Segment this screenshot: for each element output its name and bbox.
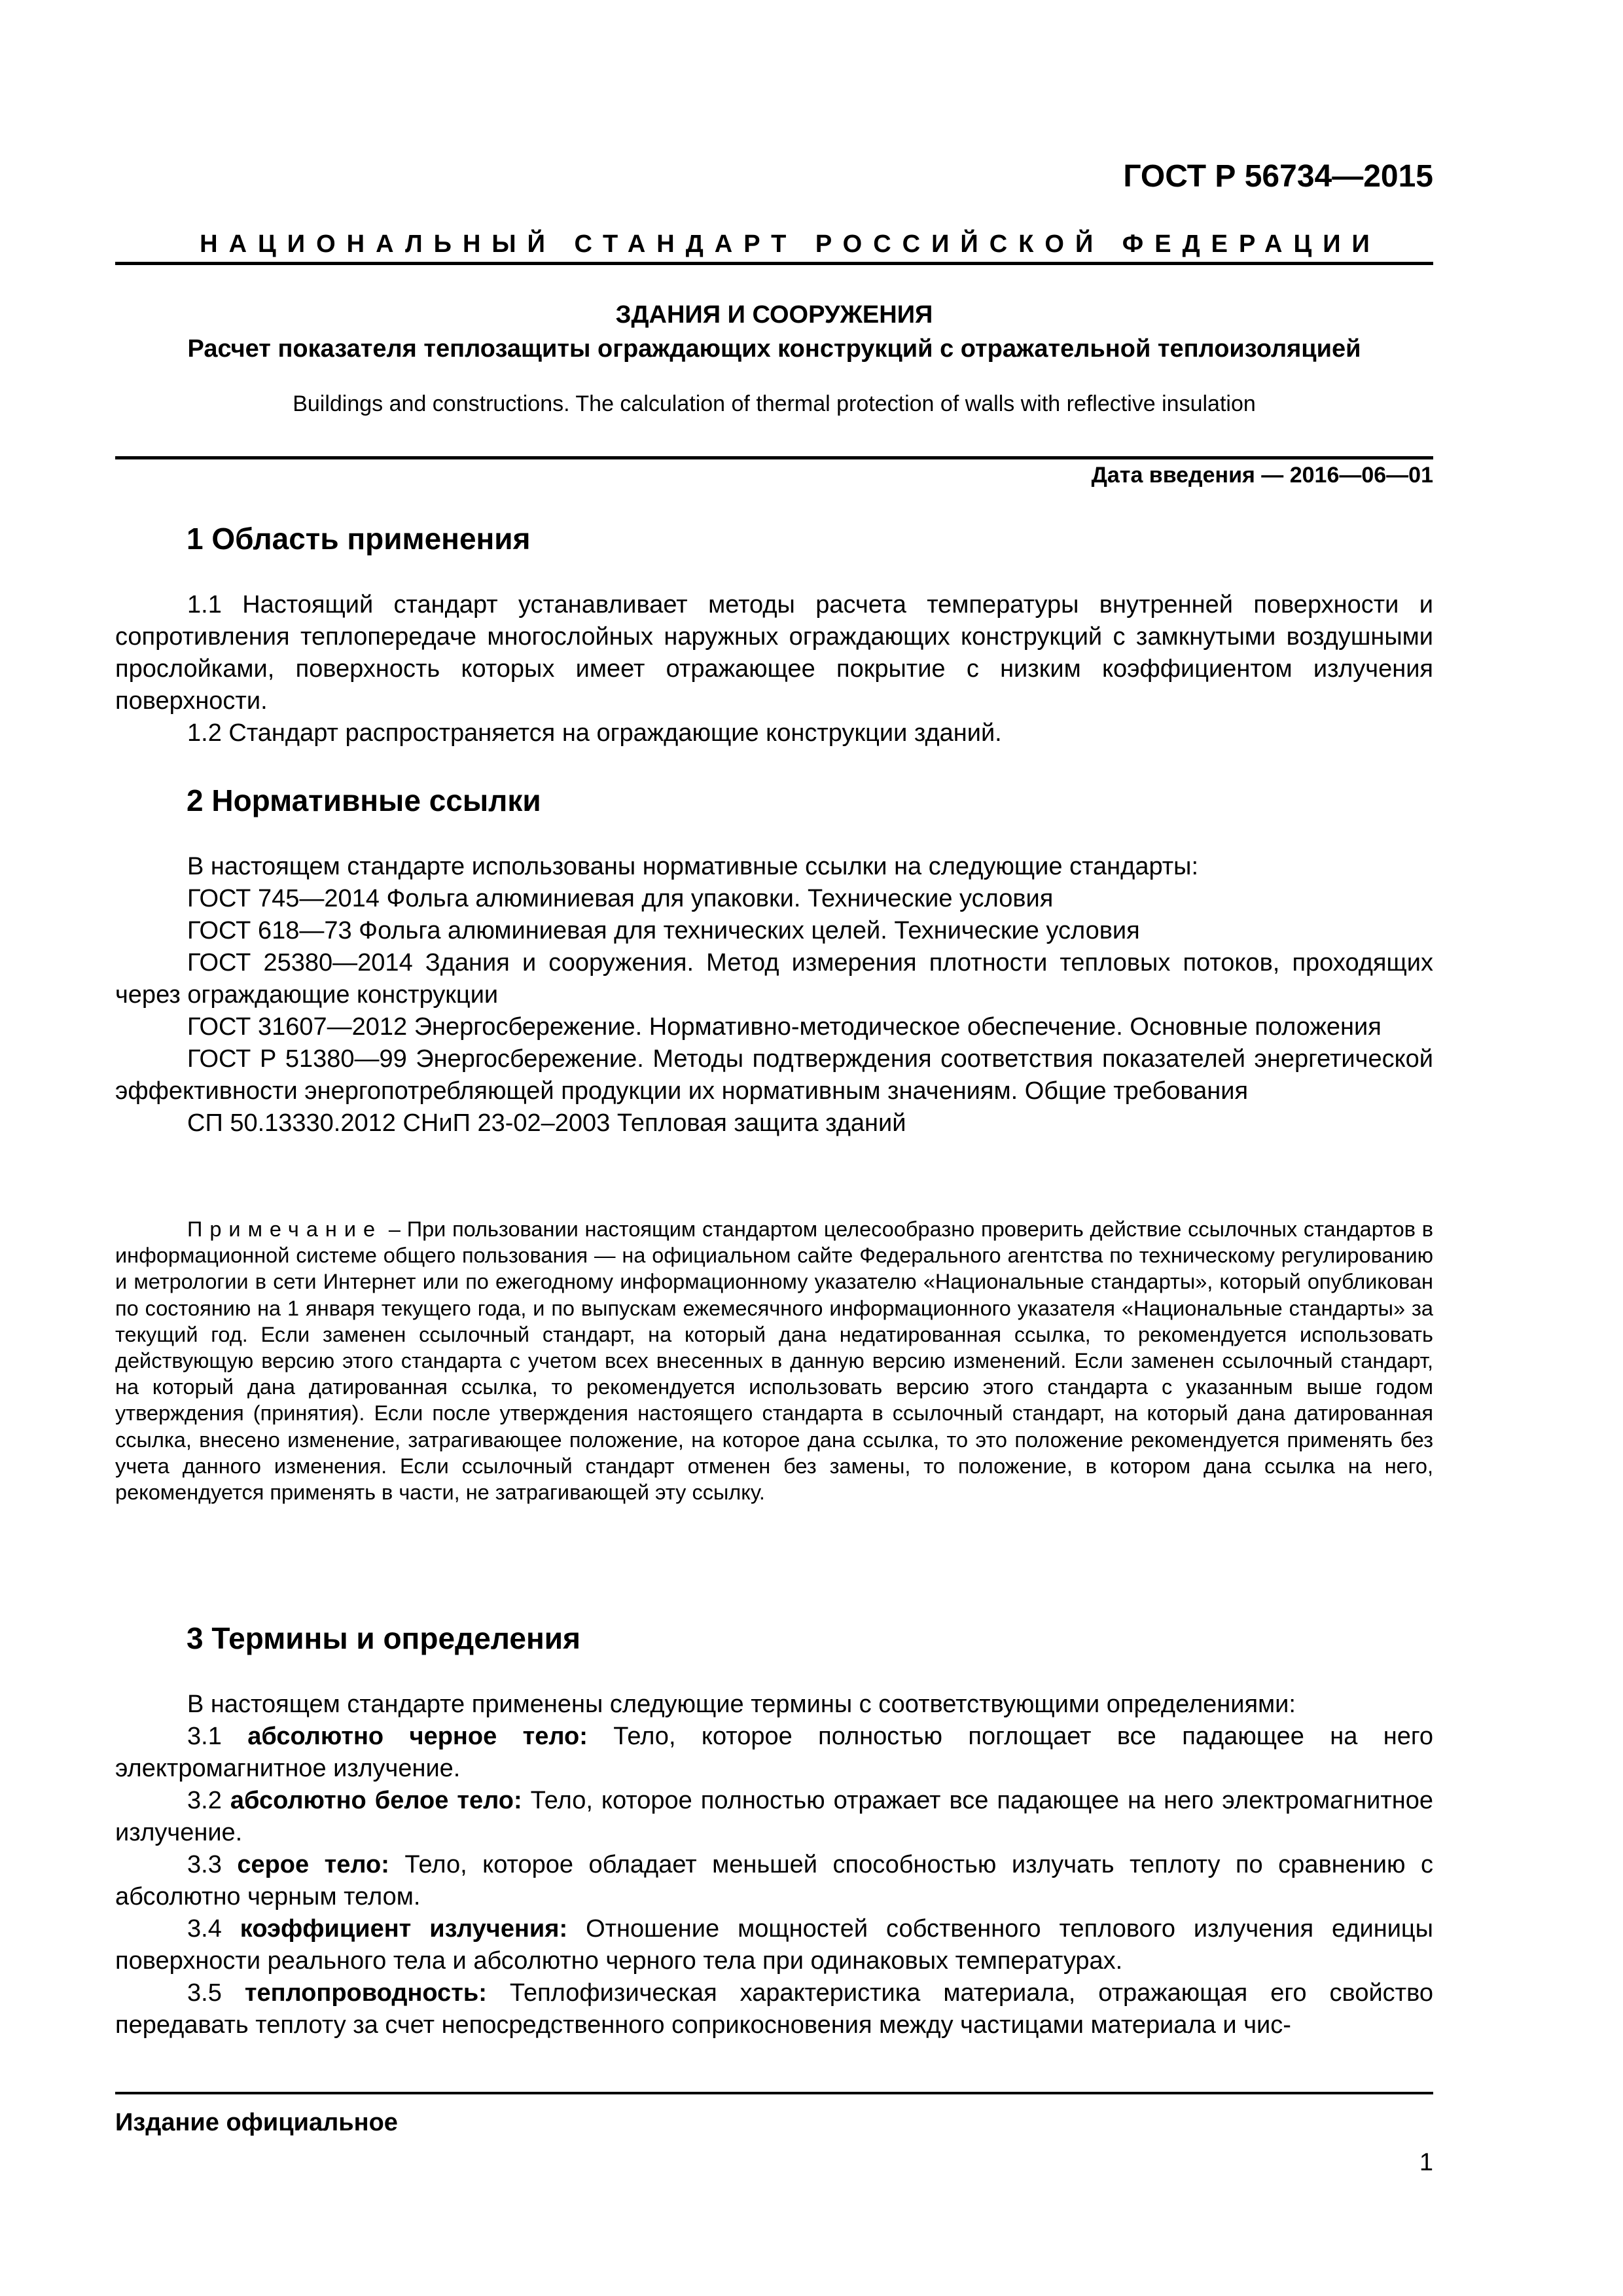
term-name: абсолютно белое тело: [230,1787,522,1814]
page-number: 1 [1419,2149,1433,2176]
term-name: абсолютно черное тело: [247,1723,588,1750]
term-name: серое тело: [237,1851,389,1878]
term-name: коэффициент излучения: [240,1915,568,1943]
title-rule [115,456,1433,459]
paragraph-1-1: 1.1 Настоящий стандарт устанавливает методы расчета температуры внутренней поверхности и сопротивления теплопередаче многослойных наружных ограждающих конструкций с замкнутыми воздушными прослойками, поверхность которых имеет отражающее покрытие с низким коэффициентом излучения поверхности. [115,591,1433,715]
reference-item: ГОСТ 745—2014 Фольга алюминиевая для упаковки. Технические условия [187,885,1054,912]
term-text: Отношение мощностей собственного теплового излучения единицы поверхности реального тела и абсолютно черного тела при одинаковых температурах. [115,1915,1433,1975]
section-1-heading: 1 Область применения [187,522,531,556]
paragraph-1-2: 1.2 Стандарт распространяется на ограждающие конструкции зданий. [187,719,1002,747]
footer-rule [115,2092,1433,2094]
note-text: – При пользовании настоящим стандартом целесообразно проверить действие ссылочных стандартов в информационной системе общего пользования — на официальном сайте Федерального агентства по техническому регулированию и метрологии в сети Интернет или по ежегодному информационному указателю «Национальные стандарты», который опубликован по состоянию на 1 января текущего года, и по выпускам ежемесячного информационного указателя «Национальные стандарты» за текущий год. Если заменен ссылочный стандарт, на который дана недатированная ссылка, то рекомендуется использовать действующую версию этого стандарта с учетом всех внесенных в данную версию изменений. Если заменен ссылочный стандарт, на который дана датированная ссылка, то рекомендуется использовать версию этого стандарта с указанным выше годом утверждения (принятия). Если после утверждения настоящего стандарта в ссылочный стандарт, на который дана датированная ссылка, внесено изменение, затрагивающее положение, на которое дана ссылка, то это положение рекомендуется применять без учета данного изменения. Если ссылочный стандарт отменен без замены, то положение, в котором дана ссылка на него, рекомендуется применять в части, не затрагивающей эту ссылку. [115,1217,1433,1505]
term-number: 3.4 [187,1915,240,1943]
national-standard-banner: НАЦИОНАЛЬНЫЙ СТАНДАРТ РОССИЙСКОЙ ФЕДЕРАЦИИ [200,230,1381,258]
reference-item: СП 50.13330.2012 СНиП 23-02–2003 Тепловая защита зданий [187,1109,906,1137]
section-1-body [115,589,1433,749]
note-label: Примечание [187,1217,383,1241]
term-number: 3.1 [187,1723,248,1750]
term-number: 3.3 [187,1851,238,1878]
note-paragraph [115,1216,1433,1505]
section-2-body [115,851,1433,1139]
section-3-heading: 3 Термины и определения [187,1621,580,1655]
term-definition [115,1785,1433,1849]
term-text: Тело, которое обладает меньшей способностью излучать теплоту по сравнению с абсолютно черным телом. [115,1851,1433,1910]
terms-intro: В настоящем стандарте применены следующие термины с соответствующими определениями: [187,1691,1296,1718]
gost-number: ГОСТ Р 56734—2015 [1123,159,1433,194]
document-title: ЗДАНИЯ И СООРУЖЕНИЯ [615,301,933,329]
header-rule [115,262,1433,265]
reference-item: ГОСТ 31607—2012 Энергосбережение. Нормативно-методическое обеспечение. Основные положения [187,1013,1382,1041]
term-name: теплопроводность: [244,1979,487,2007]
term-text: Тело, которое полностью отражает все падающее на него электромагнитное излучение. [115,1787,1433,1846]
term-definition [115,1849,1433,1913]
reference-item: ГОСТ 25380—2014 Здания и сооружения. Метод измерения плотности тепловых потоков, проходящих через ограждающие конструкции [115,949,1433,1009]
term-definition [115,1977,1433,2041]
term-number: 3.2 [187,1787,230,1814]
reference-item: ГОСТ Р 51380—99 Энергосбережение. Методы подтверждения соответствия показателей энергетической эффективности энергопотребляющей продукции их нормативным значениям. Общие требования [115,1045,1433,1105]
section-3-body [115,1689,1433,2041]
note-block [115,1216,1433,1505]
introduction-date: Дата введения — 2016—06—01 [1091,463,1433,488]
term-definition [115,1913,1433,1977]
term-text: Теплофизическая характеристика материала, отражающая его свойство передавать теплоту за счет непосредственного соприкосновения между частицами материала и чис- [115,1979,1433,2039]
official-edition-label: Издание официальное [115,2109,398,2136]
english-title: Buildings and constructions. The calculation of thermal protection of walls with reflective insulation [293,391,1256,416]
term-text: Тело, которое полностью поглощает все падающее на него электромагнитное излучение. [115,1723,1433,1782]
term-number: 3.5 [187,1979,245,2007]
section-2-heading: 2 Нормативные ссылки [187,783,541,817]
references-intro: В настоящем стандарте использованы нормативные ссылки на следующие стандарты: [187,853,1199,880]
reference-item: ГОСТ 618—73 Фольга алюминиевая для технических целей. Технические условия [187,917,1140,944]
term-definition [115,1721,1433,1785]
document-subtitle: Расчет показателя теплозащиты ограждающих конструкций с отражательной теплоизоляцией [187,335,1361,363]
